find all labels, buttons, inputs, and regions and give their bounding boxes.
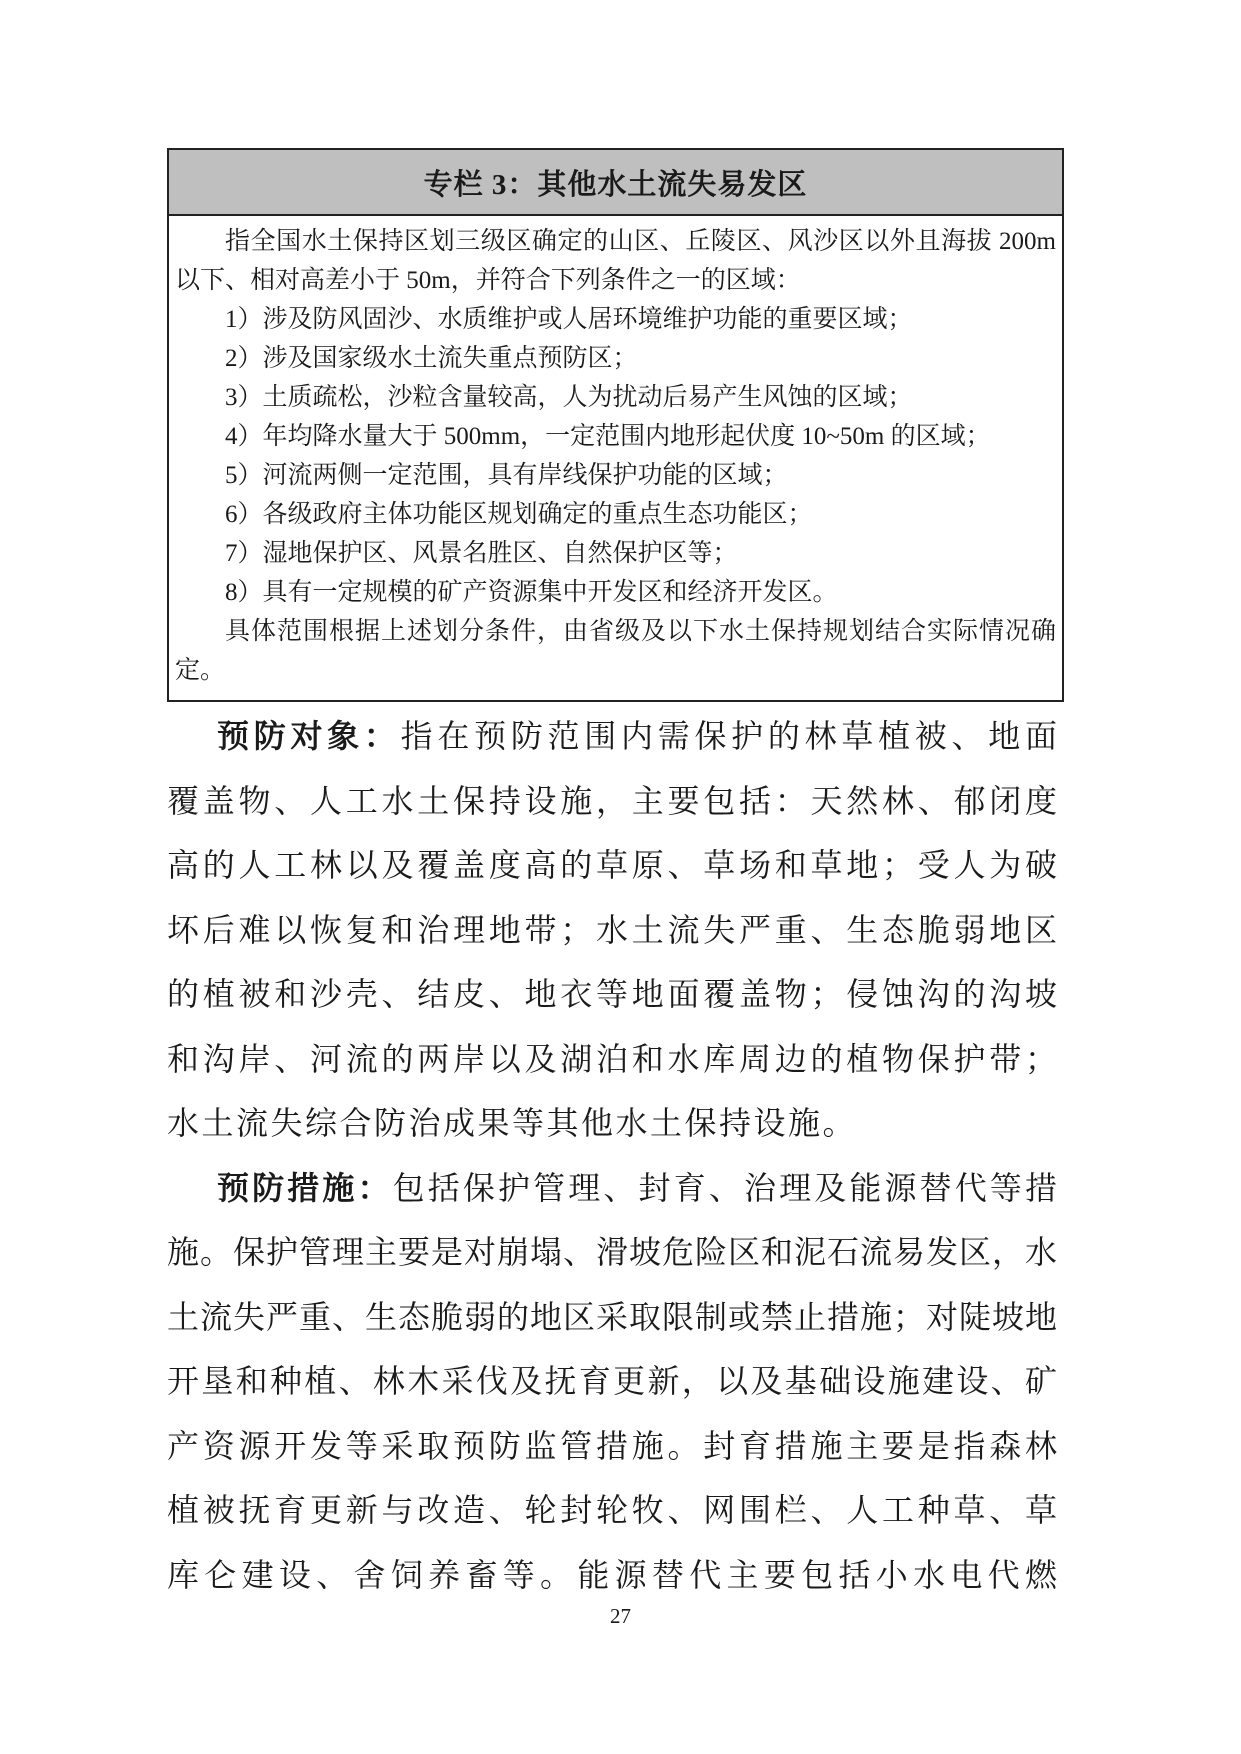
panel-list-item: 2）涉及国家级水土流失重点预防区； xyxy=(225,345,638,372)
para2-text: 包括保护管理、封育、治理及能源替代等措 xyxy=(392,1169,1057,1206)
para1-line: 的植被和沙壳、结皮、地衣等地面覆盖物；侵蚀沟的沟坡 xyxy=(167,976,1057,1012)
main-text xyxy=(167,704,1057,1607)
panel-intro-line: 以下、相对高差小于 50m，并符合下列条件之一的区域： xyxy=(175,267,801,294)
panel-title: 专栏 3：其他水土流失易发区 xyxy=(423,168,808,201)
callout-panel xyxy=(167,148,1064,702)
page-number: 27 xyxy=(610,1604,631,1628)
para2-line: 植被抚育更新与改造、轮封轮牧、网围栏、人工种草、草 xyxy=(167,1492,1057,1528)
para1-text: 指在预防范围内需保护的林草植被、地面 xyxy=(400,718,1057,754)
para1-line: 高的人工林以及覆盖度高的草原、草场和草地；受人为破 xyxy=(167,847,1057,883)
para2-line: 施。保护管理主要是对崩塌、滑坡危险区和泥石流易发区，水 xyxy=(167,1234,1057,1270)
para1-lead: 预防对象： xyxy=(217,718,401,754)
para1-line: 水土流失综合防治成果等其他水土保持设施。 xyxy=(167,1105,858,1141)
para2-lead: 预防措施： xyxy=(217,1169,393,1206)
panel-list-item: 3）土质疏松，沙粒含量较高，人为扰动后易产生风蚀的区域； xyxy=(225,384,913,411)
para1-line xyxy=(167,704,1057,769)
panel-body xyxy=(169,216,1062,700)
para2-line xyxy=(167,1156,1057,1221)
panel-list-item: 8）具有一定规模的矿产资源集中开发区和经济开发区。 xyxy=(225,579,838,606)
para2-line: 开垦和种植、林木采伐及抚育更新，以及基础设施建设、矿 xyxy=(167,1363,1057,1399)
panel-list-item: 4）年均降水量大于 500mm，一定范围内地形起伏度 10~50m 的区域； xyxy=(225,423,991,450)
para2-line: 产资源开发等采取预防监管措施。封育措施主要是指森林 xyxy=(167,1427,1057,1464)
panel-list-item: 5）河流两侧一定范围，具有岸线保护功能的区域； xyxy=(225,462,788,489)
panel-list-item: 1）涉及防风固沙、水质维护或人居环境维护功能的重要区域； xyxy=(225,306,913,333)
panel-closing-line: 定。 xyxy=(175,657,226,684)
panel-list-item: 6）各级政府主体功能区规划确定的重点生态功能区； xyxy=(225,501,813,528)
para2-line: 土流失严重、生态脆弱的地区采取限制或禁止措施；对陡坡地 xyxy=(167,1298,1057,1335)
para1-line: 覆盖物、人工水土保持设施，主要包括：天然林、郁闭度 xyxy=(167,782,1057,819)
panel-list-item: 7）湿地保护区、风景名胜区、自然保护区等； xyxy=(225,540,738,567)
panel-intro-line: 指全国水土保持区划三级区确定的山区、丘陵区、风沙区以外且海拔 200m xyxy=(225,228,1056,255)
panel-closing-line: 具体范围根据上述划分条件，由省级及以下水土保持规划结合实际情况确 xyxy=(225,618,1056,645)
panel-header xyxy=(169,150,1062,216)
para1-line: 和沟岸、河流的两岸以及湖泊和水库周边的植物保护带； xyxy=(167,1040,1057,1077)
para2-line: 库仑建设、舍饲养畜等。能源替代主要包括小水电代燃 xyxy=(167,1556,1057,1593)
para1-line: 坏后难以恢复和治理地带；水土流失严重、生态脆弱地区 xyxy=(167,911,1057,948)
